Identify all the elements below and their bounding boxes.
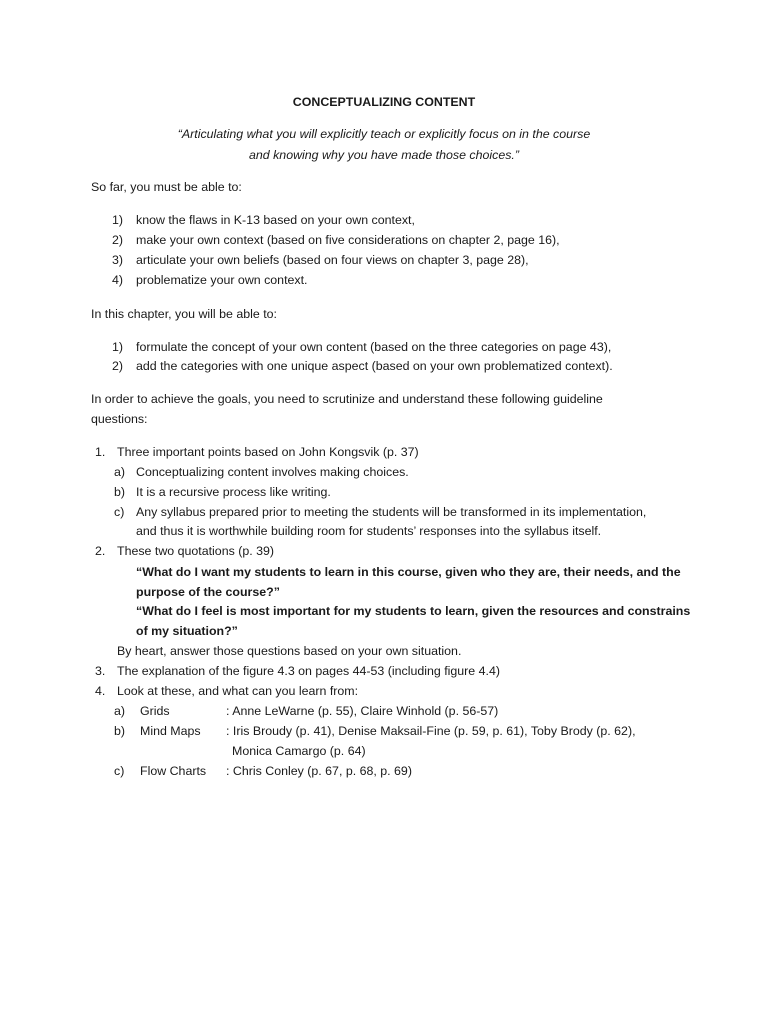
goals-line-1: In order to achieve the goals, you need to scrutinize and understand these following guideline [91, 392, 603, 406]
question-4b-value: : Iris Broudy (p. 41), Denise Maksail-Fine (p. 59, p. 61), Toby Brody (p. 62), [226, 724, 636, 738]
question-2-quote-1-line-2: purpose of the course?” [136, 585, 280, 599]
question-3-text: The explanation of the figure 4.3 on pages 44-53 (including figure 4.4) [117, 664, 500, 678]
question-4c-value: : Chris Conley (p. 67, p. 68, p. 69) [226, 764, 412, 778]
so-far-item-4-num: 4) [112, 273, 124, 287]
epigraph-line-1: “Articulating what you will explicitly teach or explicitly focus on in the course [177, 127, 591, 141]
so-far-heading: So far, you must be able to: [91, 180, 242, 194]
question-2-num: 2. [95, 544, 106, 558]
question-1-num: 1. [95, 445, 106, 459]
so-far-item-4: problematize your own context. [136, 273, 308, 287]
so-far-item-1: know the flaws in K-13 based on your own context, [136, 213, 415, 227]
so-far-item-2: make your own context (based on five considerations on chapter 2, page 16), [136, 233, 560, 247]
goals-line-2: questions: [91, 412, 148, 426]
so-far-item-1-num: 1) [112, 213, 124, 227]
question-1a-text: Conceptualizing content involves making choices. [136, 465, 409, 479]
chapter-item-2: add the categories with one unique aspect (based on your own problematized context). [136, 359, 613, 373]
question-4-text: Look at these, and what can you learn from: [117, 684, 359, 698]
question-4b-num: b) [114, 724, 126, 738]
question-1c-continuation: and thus it is worthwhile building room for students’ responses into the syllabus itself. [136, 524, 602, 538]
question-1a-num: a) [114, 465, 126, 479]
chapter-item-1-num: 1) [112, 340, 124, 354]
chapter-item-2-num: 2) [112, 359, 124, 373]
so-far-item-3: articulate your own beliefs (based on four views on chapter 3, page 28), [136, 253, 529, 267]
question-1b-text: It is a recursive process like writing. [136, 485, 331, 499]
question-4b-continuation: Monica Camargo (p. 64) [232, 744, 366, 758]
page-title: CONCEPTUALIZING CONTENT [292, 95, 476, 109]
question-4a-value: : Anne LeWarne (p. 55), Claire Winhold (p. 56-57) [226, 704, 499, 718]
question-2-quote-1-line-1: “What do I want my students to learn in this course, given who they are, their needs, and the [136, 565, 681, 579]
epigraph-quote [0, 124, 768, 166]
question-4a-num: a) [114, 704, 126, 718]
question-2-text: These two quotations (p. 39) [117, 544, 275, 558]
chapter-item-1: formulate the concept of your own content (based on the three categories on page 43), [136, 340, 612, 354]
question-2-quote-2-line-1: “What do I feel is most important for my students to learn, given the resources and constrains [136, 604, 691, 618]
question-2-by-heart: By heart, answer those questions based on your own situation. [117, 644, 462, 658]
so-far-item-2-num: 2) [112, 233, 124, 247]
question-4a-label: Grids [140, 704, 170, 718]
question-4-num: 4. [95, 684, 106, 698]
question-4b-label: Mind Maps [140, 724, 201, 738]
question-4c-num: c) [114, 764, 125, 778]
question-2-quote-2-line-2: of my situation?” [136, 624, 238, 638]
question-1c-text: Any syllabus prepared prior to meeting the students will be transformed in its implementation, [136, 505, 647, 519]
question-1-text: Three important points based on John Kongsvik (p. 37) [117, 445, 419, 459]
epigraph-line-2: and knowing why you have made those choices.” [249, 148, 519, 162]
question-4c-label: Flow Charts [140, 764, 207, 778]
chapter-heading: In this chapter, you will be able to: [91, 307, 277, 321]
so-far-item-3-num: 3) [112, 253, 124, 267]
question-3-num: 3. [95, 664, 106, 678]
question-1c-num: c) [114, 505, 125, 519]
question-1b-num: b) [114, 485, 126, 499]
